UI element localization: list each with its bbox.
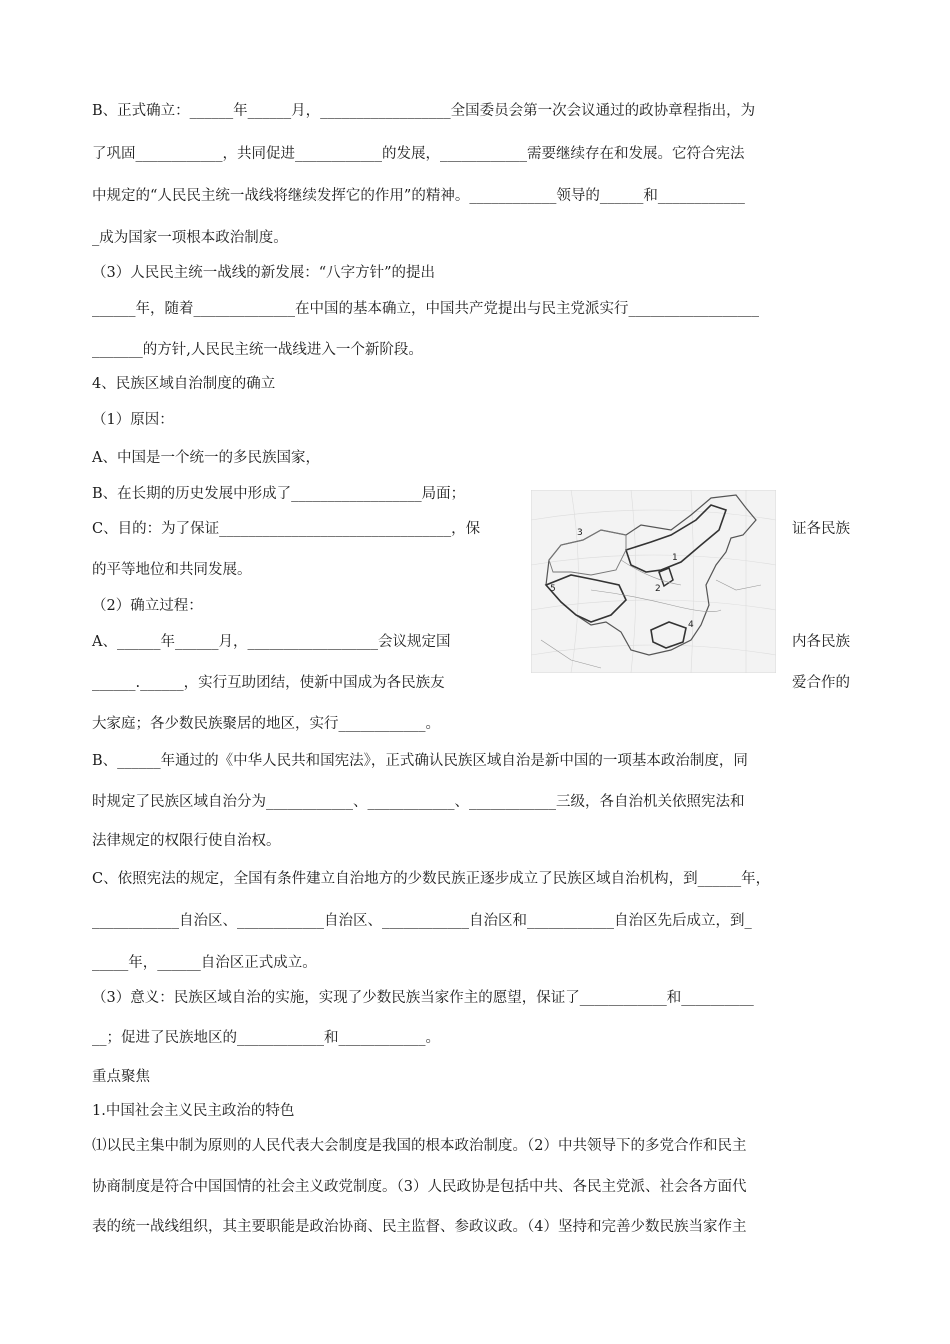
text-line: _____年，______自治区正式成立。 xyxy=(92,955,317,971)
text-line: _成为国家一项根本政治制度。 xyxy=(92,230,288,246)
text-line: ____________自治区、____________自治区、____________自治区和____________自治区先后成立，到_ xyxy=(92,913,752,929)
china-autonomous-regions-map xyxy=(531,490,776,673)
text-line: 法律规定的权限行使自治权。 xyxy=(92,833,281,849)
map-label-1: 1 xyxy=(672,553,678,563)
map-label-3: 3 xyxy=(577,528,583,538)
text-line: __；促进了民族地区的____________和____________。 xyxy=(92,1030,440,1046)
text-line: C、目的：为了保证________________________________，保 xyxy=(92,521,481,537)
text-line: （3）意义：民族区域自治的实施，实现了少数民族当家作主的愿望，保证了____________和__________ xyxy=(92,990,754,1006)
text-line: 中规定的“人民民主统一战线将继续发挥它的作用”的精神。____________领导的______和____________ xyxy=(92,188,745,204)
text-line: C、依照宪法的规定，全国有条件建立自治地方的少数民族正逐步成立了民族区域自治机构，到______年， xyxy=(92,871,771,887)
text-line: ______.______，实行互助团结，使新中国成为各民族友 xyxy=(92,675,445,691)
text-line: 了巩固____________，共同促进____________的发展，____________需要继续存在和发展。它符合宪法 xyxy=(92,146,745,162)
text-line: _______的方针,人民民主统一战线进入一个新阶段。 xyxy=(92,342,423,358)
text-line: A、______年______月，__________________会议规定国 xyxy=(92,634,451,650)
text-line: （1）原因： xyxy=(92,412,174,428)
text-line: （3）人民民主统一战线的新发展：“八字方针”的提出 xyxy=(92,265,436,281)
text-line: （2）确立过程： xyxy=(92,598,203,614)
text-line: 协商制度是符合中国国情的社会主义政党制度。（3）人民政协是包括中共、各民主党派、社会各方面代 xyxy=(92,1179,747,1195)
text-line: B、______年通过的《中华人民共和国宪法》，正式确认民族区域自治是新中国的一项基本政治制度，同 xyxy=(92,753,748,769)
text-line: B、在长期的历史发展中形成了__________________局面； xyxy=(92,486,466,502)
text-line: ⑴以民主集中制为原则的人民代表大会制度是我国的根本政治制度。（2）中共领导下的多党合作和民主 xyxy=(92,1138,747,1154)
text-line: 的平等地位和共同发展。 xyxy=(92,562,252,578)
text-line: 1.中国社会主义民主政治的特色 xyxy=(92,1103,295,1119)
text-line: 重点聚焦 xyxy=(92,1069,150,1085)
text-line: B、正式确立：______年______月，__________________全国委员会第一次会议通过的政协章程指出，为 xyxy=(92,103,756,119)
text-line: 大家庭；各少数民族聚居的地区，实行____________。 xyxy=(92,716,440,732)
map-label-2: 2 xyxy=(655,584,661,594)
map-label-4: 4 xyxy=(688,620,694,630)
text-line: 证各民族 xyxy=(792,521,850,537)
text-line: 爱合作的 xyxy=(792,675,850,691)
map-label-5: 5 xyxy=(550,584,556,594)
text-line: A、中国是一个统一的多民族国家， xyxy=(92,450,320,466)
text-line: ______年，随着______________在中国的基本确立，中国共产党提出与民主党派实行__________________ xyxy=(92,301,759,317)
text-line: 4、民族区域自治制度的确立 xyxy=(92,376,276,392)
text-line: 内各民族 xyxy=(792,634,850,650)
text-line: 时规定了民族区域自治分为____________、____________、____________三级，各自治机关依照宪法和 xyxy=(92,794,745,810)
text-line: 表的统一战线组织，其主要职能是政治协商、民主监督、参政议政。（4）坚持和完善少数民族当家作主 xyxy=(92,1219,747,1235)
